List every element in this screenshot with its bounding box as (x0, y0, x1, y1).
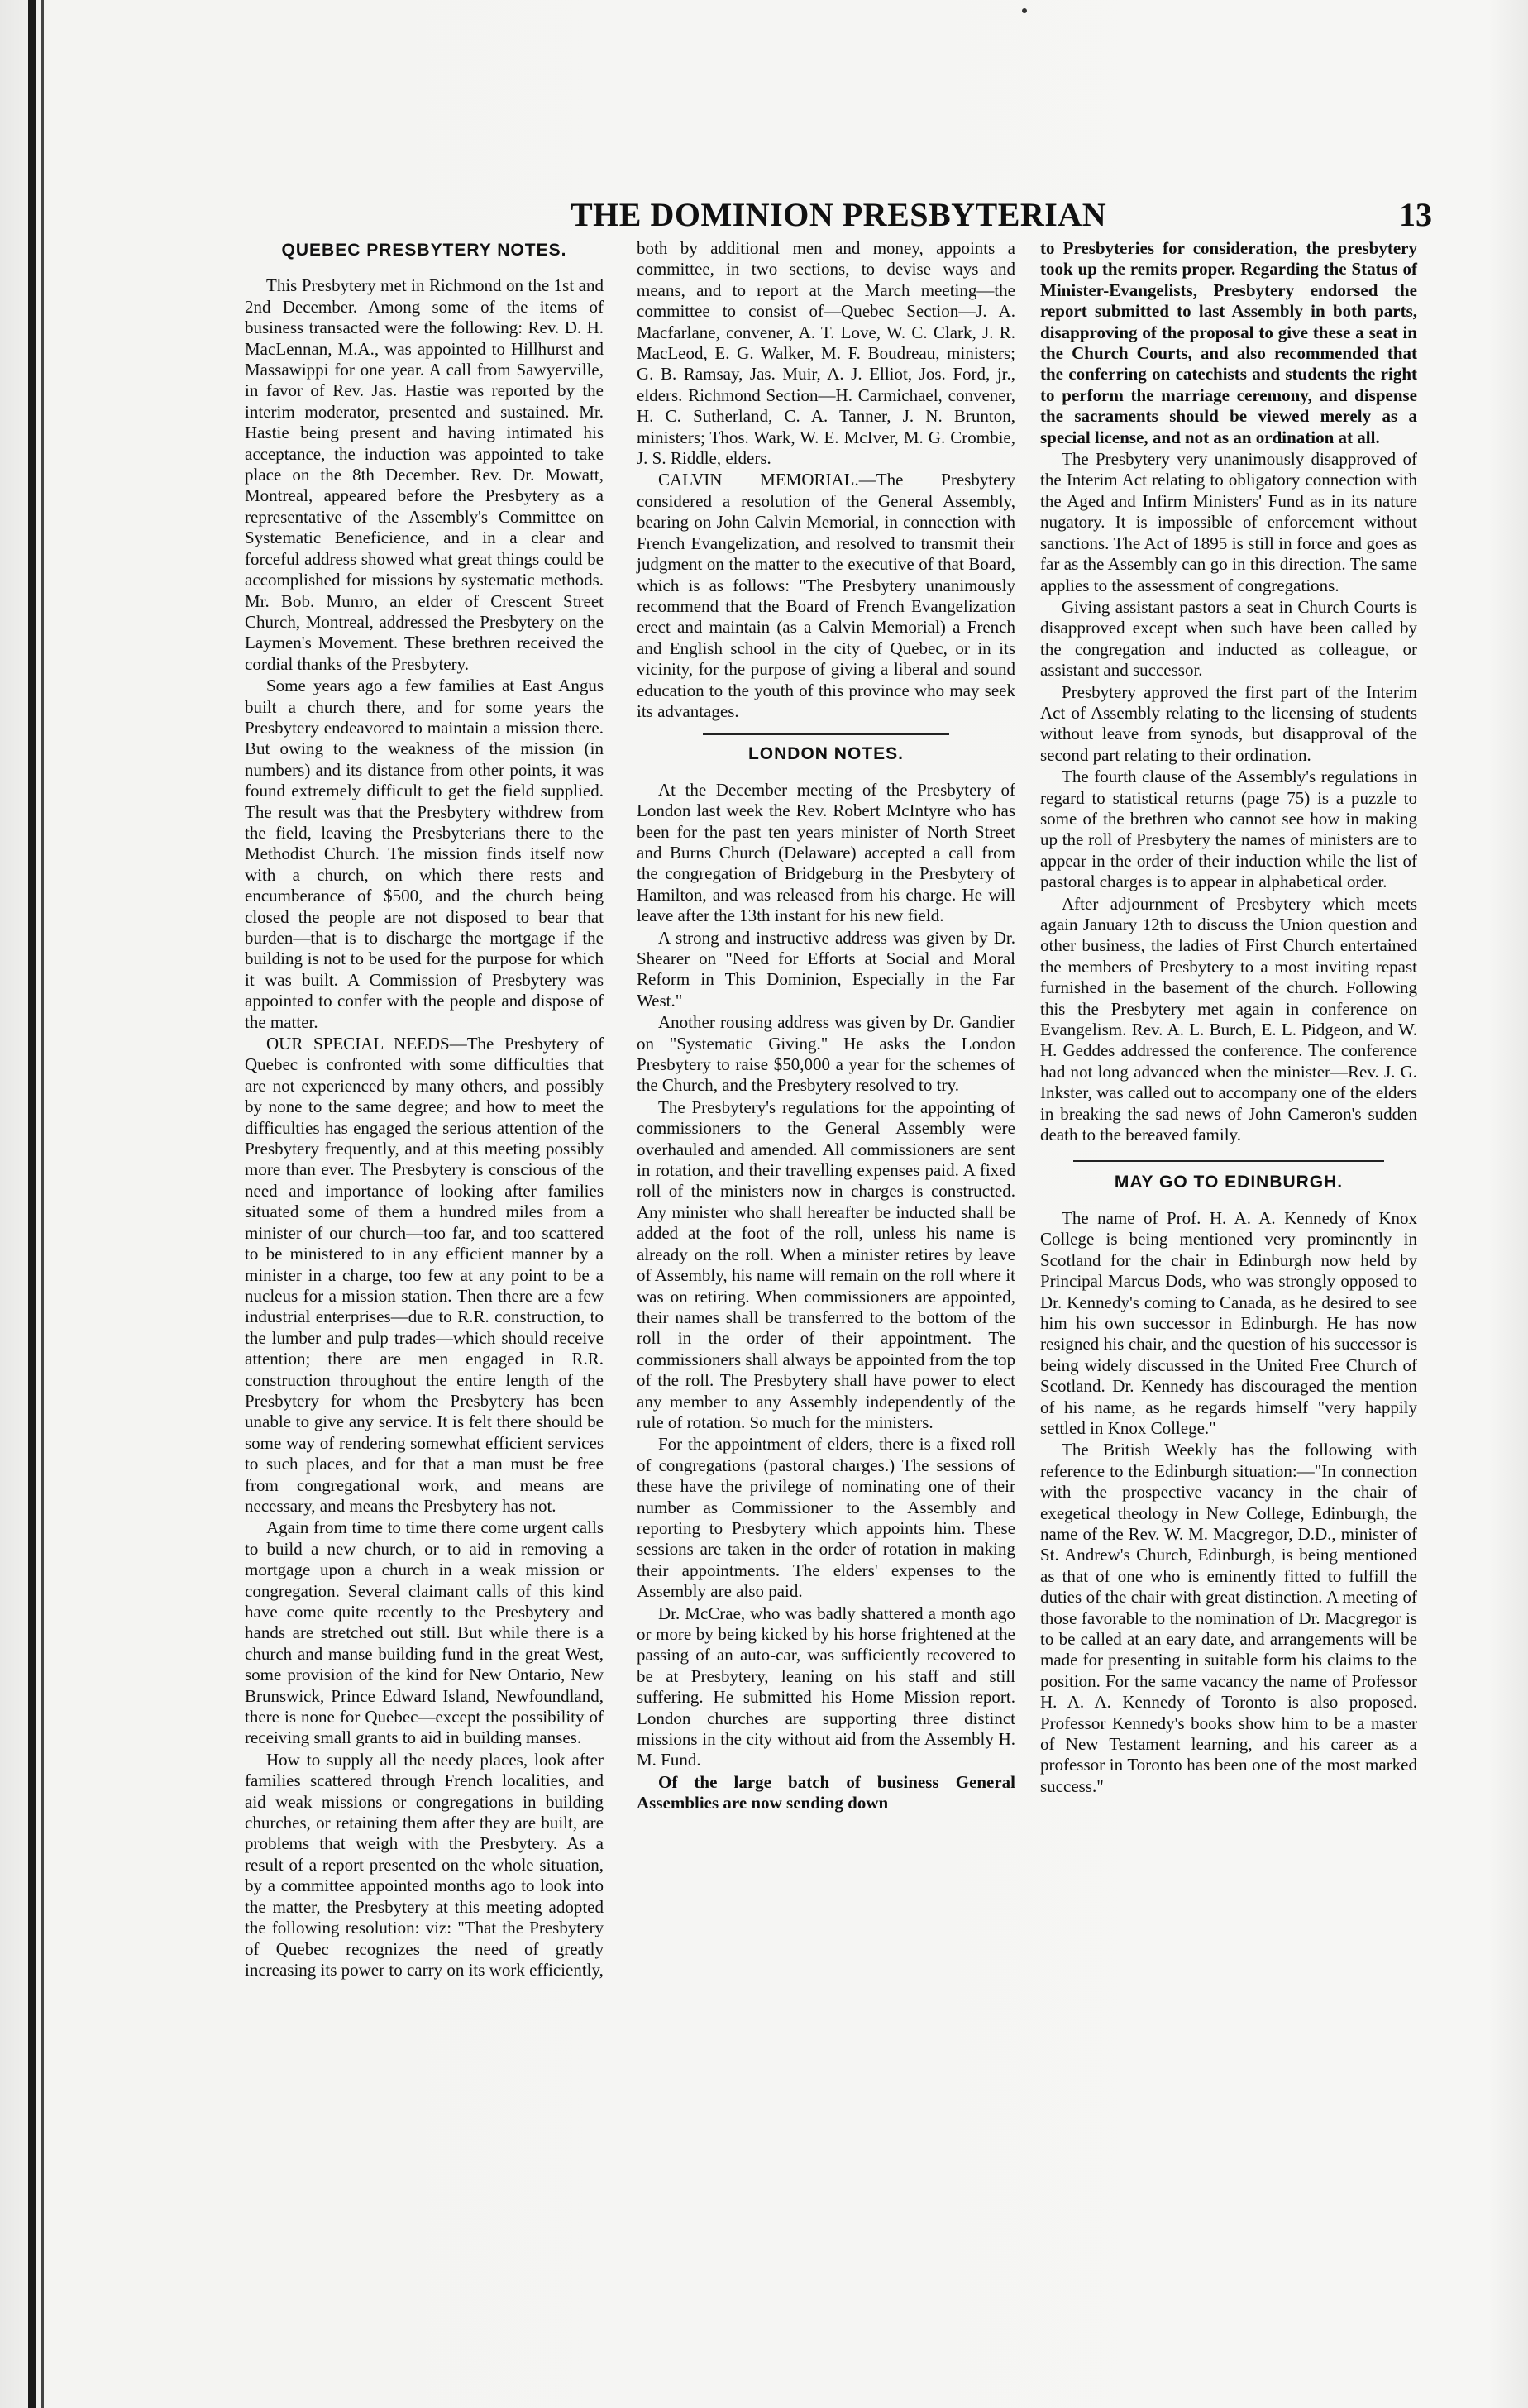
paragraph: At the December meeting of the Presbytery of London last week the Rev. Robert McIntyre who has been for the past ten years minister of North Street and Burns Church (Delaware) accepted a call from the congregation of Bridgeburg in the Presbytery of Hamilton, and was released from his charge. He will leave after the 13th instant for his new field. (637, 779, 1015, 926)
article-heading-london: LONDON NOTES. (747, 744, 904, 764)
article-heading-quebec: QUEBEC PRESBYTERY NOTES. (281, 241, 567, 260)
paragraph: Some years ago a few families at East Angus built a church there, and for some years the Presbytery endeavored to maintain a mission there. But owing to the weakness of the mission (in numbers) and its distance from other points, it was found extremely difficult to get the field supplied. The result was that the Presbytery withdrew from the field, leaving the Presbyterians there to the Methodist Church. The mission finds itself now with a church, on which there rests and encumberance of $500, and the church being closed the people are not disposed to bear that burden—that is to discharge the mortgage if the building is not to be used for the purpose for which it was built. A Commission of Presbytery was appointed to confer with the people and dispose of the matter. (245, 676, 604, 1032)
publication-title: THE DOMINION PRESBYTERIAN (571, 196, 1107, 233)
column-2 (637, 238, 1015, 1815)
paragraph: Giving assistant pastors a seat in Church Courts is disapproved except when such have been called by the congregation and inducted as colleague, or assistant and successor. (1040, 596, 1417, 681)
paragraph: The name of Prof. H. A. A. Kennedy of Knox College is being mentioned very prominently in Scotland for the chair in Edinburgh now held by Principal Marcus Dods, who was strongly opposed to Dr. Kennedy's coming to Canada, as he desired to see him his own successor in Edinburgh. He has now resigned his chair, and the question of his successor is being widely discussed in the United Free Church of Scotland. Dr. Kennedy has discouraged the mention of his name, as he regards himself "very happily settled in Knox College." (1040, 1207, 1417, 1438)
paragraph: both by additional men and money, appoints a committee, in two sections, to devise ways and means, and to report at the March meeting—the committee to consist of—Quebec Section—J. A. Macfarlane, convener, A. T. Love, W. C. Clark, J. R. MacLeod, E. G. Walker, M. F. Boudreau, ministers; G. B. Ramsay, Jas. Muir, A. J. Elliot, Jos. Ford, jr., elders. Richmond Section—H. Carmichael, convener, H. C. Sutherland, C. A. Tanner, J. N. Brunton, ministers; Thos. Wark, W. E. McIver, M. G. Crombie, J. S. Riddle, elders. (637, 238, 1015, 469)
column-1 (245, 238, 604, 1981)
paragraph: CALVIN MEMORIAL.—The Presbytery considered a resolution of the General Assembly, bearing on John Calvin Memorial, in connection with French Evangelization, and resolved to transmit their judgment on the matter to the executive of that Board, which is as follows: "The Presbytery unanimously recommend that the Board of French Evangelization erect and maintain (as a Calvin Memorial) a French and English school in the city of Quebec, or in its vicinity, for the purpose of giving a liberal and sound education to the youth of this province who may seek its advantages. (637, 470, 1015, 721)
paragraph: The Presbytery's regulations for the appointing of commissioners to the General Assembly were overhauled and amended. All commissioners are sent in rotation, and their travelling expenses paid. A fixed roll of the ministers now in charges is constructed. Any minister who shall hereafter be inducted shall be added at the foot of the roll, unless his name is already on the roll. When a minister retires by leave of Assembly, his name will remain on the roll where it was on retiring. When commissioners are appointed, their names shall be transferred to the bottom of the roll in the order of their appointment. The commissioners shall always be appointed from the top of the roll. The Presbytery shall have power to elect any member to any Assembly independently of the rule of rotation. So much for the ministers. (637, 1096, 1015, 1432)
paragraph: A strong and instructive address was given by Dr. Shearer on "Need for Efforts at Social and Moral Reform in This Dominion, Especially in the Far West." (637, 927, 1015, 1010)
paragraph: The fourth clause of the Assembly's regulations in regard to statistical returns (page 75) is a puzzle to some of the brethren who cannot see how in making up the roll of Presbytery the names of ministers are to appear in the order of their induction while the list of pastoral charges is to appear in alphabetical order. (1040, 767, 1417, 892)
page-header (571, 195, 1439, 236)
paragraph: The British Weekly has the following with reference to the Edinburgh situation:—"In connection with the prospective vacancy in the chair of exegetical theology in New College, Edinburgh, the name of the Rev. W. M. Macgregor, D.D., minister of St. Andrew's Church, Edinburgh, is being mentioned as that of one who is eminently fitted to fulfill the duties of the chair with great distinction. A meeting of those favorable to the nomination of Dr. Macgregor is to be called at an eary date, and arrangements will be made for presenting in suitable form his claims to the position. For the same vacancy the name of Professor H. A. A. Kennedy of Toronto is also proposed. Professor Kennedy's books show him to be a master of New Testament learning, and his career as a professor in Toronto has been one of the most marked success." (1040, 1440, 1417, 1796)
binding-edge (28, 0, 36, 2408)
section-divider (703, 733, 949, 735)
article-heading-edinburgh: MAY GO TO EDINBURGH. (1114, 1173, 1344, 1192)
page-number: 13 (1399, 196, 1432, 233)
paragraph: The Presbytery very unanimously disapproved of the Interim Act relating to obligatory connection with the Aged and Infirm Ministers' Fund as in its nature nugatory. It is impossible of enforcement without sanctions. The Act of 1895 is still in force and goes as far as the Assembly can go in this direction. The same applies to the assessment of congregations. (1040, 449, 1417, 595)
paragraph: OUR SPECIAL NEEDS—The Presbytery of Quebec is confronted with some difficulties that are not experienced by many others, and possibly by none to the same degree; and how to meet the difficulties has engaged the serious attention of the Presbytery frequently, and at this meeting possibly more than ever. The Presbytery is conscious of the need and importance of looking after families situated some of them a hundred miles from a minister of our church—too far, and too scattered to be ministered to in any efficient manner by a minister in a charge, too few at any point to be a nucleus for a mission station. Then there are a few industrial enterprises—due to R.R. construction, to the lumber and pulp trades—which should receive attention; there are men engaged in R.R. construction throughout the entire length of the Presbytery for whom the Presbytery has been unable to give any service. It is felt there should be some way of rendering somewhat efficient services to such places, and for that a man must be free from congregational work, and means are necessary, and means the Presbytery has not. (245, 1034, 604, 1516)
section-divider (1073, 1160, 1384, 1162)
paragraph: This Presbytery met in Richmond on the 1st and 2nd December. Among some of the items of business transacted were the following: Rev. D. H. MacLennan, M.A., was appointed to Hillhurst and Massawippi for one year. A call from Sawyerville, in favor of Rev. Jas. Hastie was reported by the interim moderator, presented and sustained. Mr. Hastie being present and having intimated his acceptance, the induction was appointed to take place on the 8th December. Rev. Dr. Mowatt, Montreal, appeared before the Presbytery as a representative of the Assembly's Committee on Systematic Beneficience, and in a clear and forceful address showed what great things could be accomplished for missions by systematic methods. Mr. Bob. Munro, an elder of Crescent Street Church, Montreal, addressed the Presbytery on the Laymen's Movement. These brethren received the cordial thanks of the Presbytery. (245, 275, 604, 674)
paragraph: Presbytery approved the first part of the Interim Act of Assembly relating to the licensing of students without leave from synods, but disapproval of the second part relating to their ordination. (1040, 681, 1417, 765)
paragraph: Another rousing address was given by Dr. Gandier on "Systematic Giving." He asks the London Presbytery to raise $50,000 a year for the schemes of the Church, and the Presbytery resolved to try. (637, 1012, 1015, 1096)
paragraph: Dr. McCrae, who was badly shattered a month ago or more by being kicked by his horse frightened at the passing of an auto-car, was sufficiently recovered to be at Presbytery, leaning on his staff and still suffering. He submitted his Home Mission report. London churches are supporting three distinct missions in the city without aid from the Assembly H. M. Fund. (637, 1603, 1015, 1770)
paragraph: Again from time to time there come urgent calls to build a new church, or to aid in removing a mortgage upon a church in a weak mission or congregation. Several claimant calls of this kind have come quite recently to the Presbytery and hands are stretched out still. But while there is a church and manse building fund in the great West, some provision of the kind for New Ontario, New Brunswick, Prince Edward Island, Newfoundland, there is none for Quebec—except the possibility of receiving small grants to aid in building manses. (245, 1517, 604, 1748)
paragraph: to Presbyteries for consideration, the presbytery took up the remits proper. Regarding the Status of Minister-Evangelists, Presbytery endorsed the report submitted to last Assembly in both parts, disapproving of the proposal to give these a seat in the Church Courts, and also recommended that the conferring on catechists and students the right to perform the marriage ceremony, and dispense the sacraments should be viewed merely as a special license, and not as an ordination at all. (1040, 238, 1417, 447)
paragraph: Of the large batch of business General Assemblies are now sending down (637, 1771, 1015, 1813)
column-3 (1040, 238, 1417, 1798)
paragraph: After adjournment of Presbytery which meets again January 12th to discuss the Union question and other business, the ladies of First Church entertained the members of Presbytery to a most inviting repast furnished in the basement of the church. Following this the Presbytery met again in conference on Evangelism. Rev. A. L. Burch, E. L. Pidgeon, and W. H. Geddes addressed the conference. The conference had not long advanced when the minister—Rev. J. G. Inkster, was called out to accompany one of the elders in breaking the sad news of John Cameron's sudden death to the bereaved family. (1040, 893, 1417, 1145)
speck (1022, 8, 1027, 13)
paragraph: For the appointment of elders, there is a fixed roll of congregations (pastoral charges.) The sessions of these have the privilege of nominating one of their number as Commissioner to the Assembly and reporting to Presbytery which appoints him. These sessions are taken in the order of rotation in making their appointments. The elders' expenses to the Assembly are also paid. (637, 1434, 1015, 1602)
binding-edge-line (41, 0, 44, 2408)
paragraph: How to supply all the needy places, look after families scattered through French localities, and aid weak missions or congregations in building churches, or retaining them after they are built, are problems that weigh with the Presbytery. As a result of a report presented on the whole situation, by a committee appointed months ago to look into the matter, the Presbytery at this meeting adopted the following resolution: viz: "That the Presbytery of Quebec recognizes the need of greatly increasing its power to carry on its work efficiently, (245, 1749, 604, 1980)
